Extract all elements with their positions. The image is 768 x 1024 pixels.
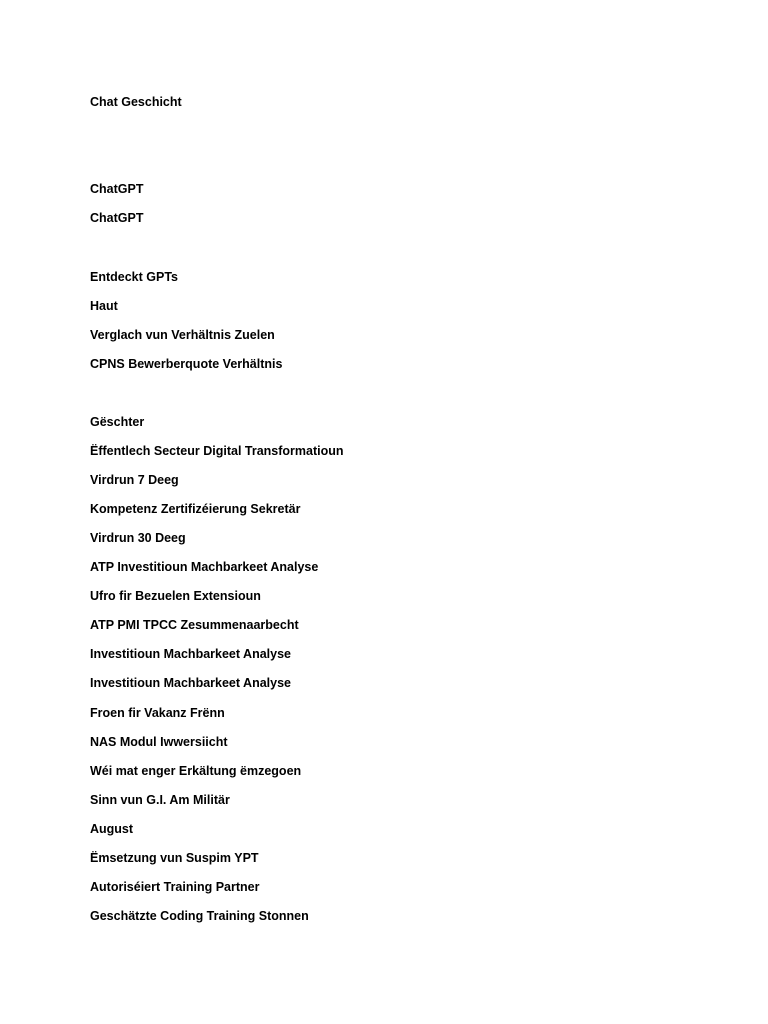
history-item: Investitioun Machbarkeet Analyse bbox=[90, 676, 291, 690]
document-heading: Chat Geschicht bbox=[90, 95, 182, 109]
pinned-item: ChatGPT bbox=[90, 182, 144, 196]
pinned-item: ChatGPT bbox=[90, 211, 144, 225]
gpts-item: Haut bbox=[90, 299, 118, 313]
history-item: Geschätzte Coding Training Stonnen bbox=[90, 909, 309, 923]
history-item: NAS Modul Iwwersiicht bbox=[90, 735, 228, 749]
history-item: Kompetenz Zertifizéierung Sekretär bbox=[90, 502, 301, 516]
history-item: Ufro fir Bezuelen Extensioun bbox=[90, 589, 261, 603]
history-item: Autoriséiert Training Partner bbox=[90, 880, 260, 894]
history-section-label: August bbox=[90, 822, 134, 836]
history-section-label: Virdrun 7 Deeg bbox=[90, 473, 179, 487]
gpts-item: Verglach vun Verhältnis Zuelen bbox=[90, 328, 275, 342]
history-item: Ëffentlech Secteur Digital Transformatioun bbox=[90, 444, 344, 458]
history-item: Sinn vun G.I. Am Militär bbox=[90, 793, 230, 807]
history-item: ATP PMI TPCC Zesummenaarbecht bbox=[90, 618, 299, 632]
history-header: Gëschter bbox=[90, 415, 145, 429]
history-item: Wéi mat enger Erkältung ëmzegoen bbox=[90, 764, 302, 778]
gpts-item: CPNS Bewerberquote Verhältnis bbox=[90, 357, 283, 371]
history-item: Investitioun Machbarkeet Analyse bbox=[90, 647, 291, 661]
gpts-header: Entdeckt GPTs bbox=[90, 270, 178, 284]
history-item: Froen fir Vakanz Frënn bbox=[90, 706, 225, 720]
history-item: Ëmsetzung vun Suspim YPT bbox=[90, 851, 259, 865]
history-section-label: Virdrun 30 Deeg bbox=[90, 531, 186, 545]
history-item: ATP Investitioun Machbarkeet Analyse bbox=[90, 560, 319, 574]
